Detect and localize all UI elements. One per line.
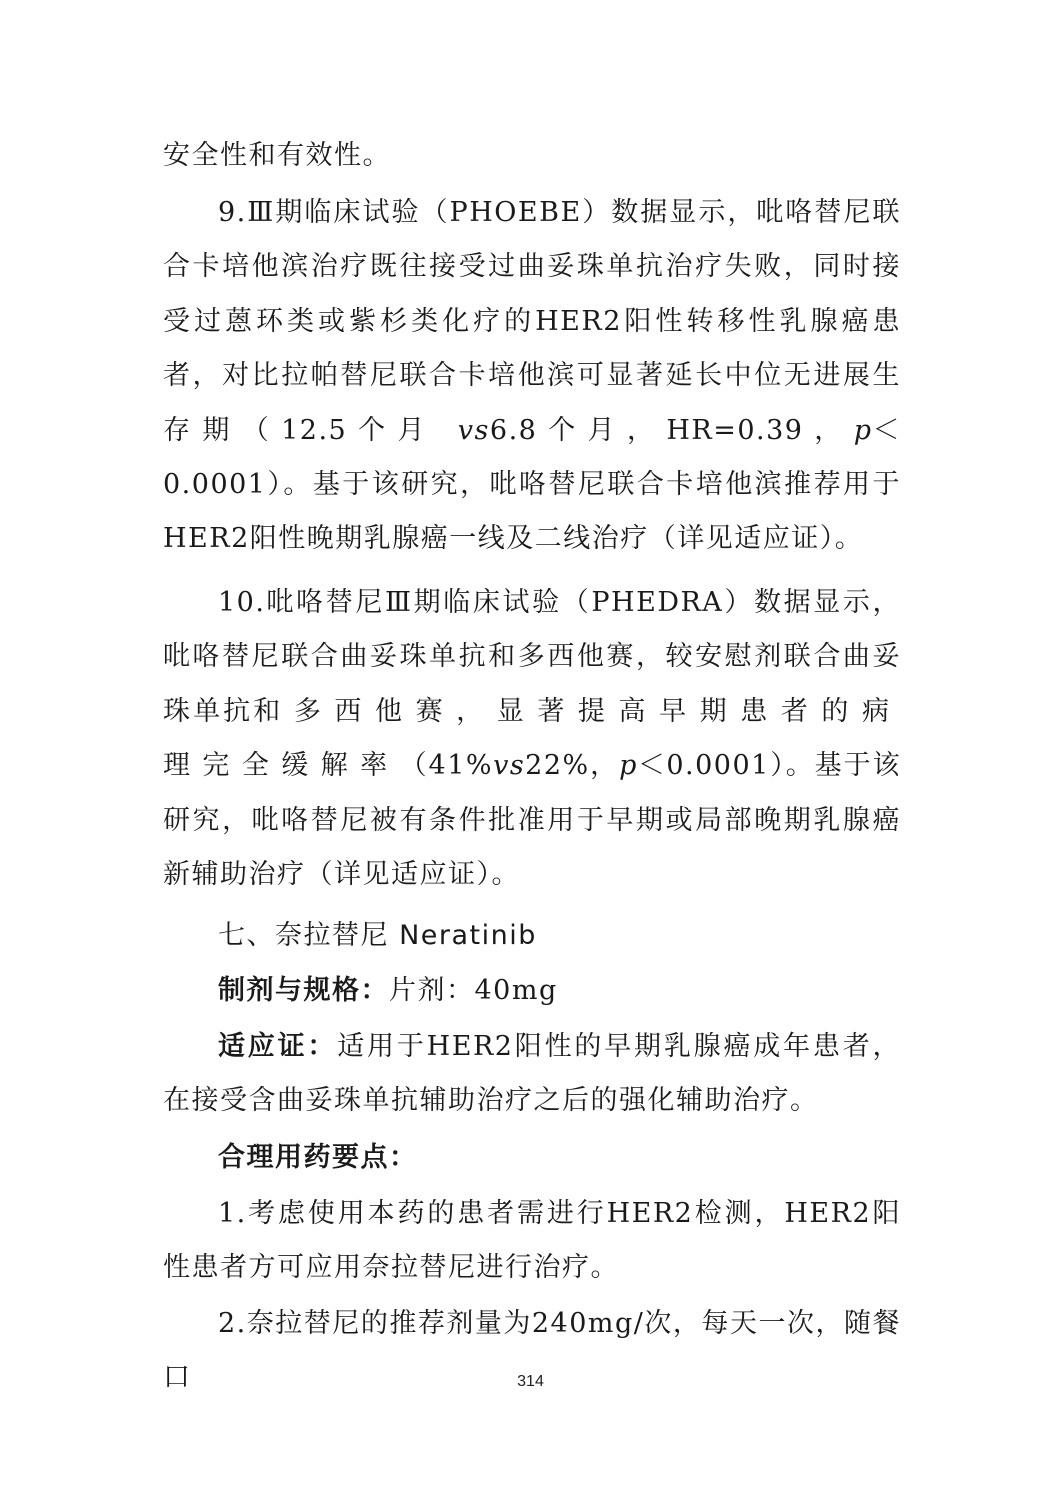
point-1: 1.考虑使用本药的患者需进行HER2检测，HER2阳性患者方可应用奈拉替尼进行治疗。 — [163, 1198, 901, 1284]
formulation-line: 制剂与规格：片剂：40mg — [218, 975, 558, 1006]
indication-label: 适应证： — [218, 1031, 338, 1062]
p-value-italic: p — [853, 414, 873, 446]
indication-paragraph: 适应证：适用于HER2阳性的早期乳腺癌成年患者，在接受含曲妥珠单抗辅助治疗之后的强化辅助治疗。 — [163, 1031, 901, 1117]
paragraph-phoebe-trial: 9.Ⅲ期临床试验（PHOEBE）数据显示，吡咯替尼联合卡培他滨治疗既往接受过曲妥珠单抗治疗失败，同时接受过蒽环类或紫杉类化疗的HER2阳性转移性乳腺癌患者，对比拉帕替尼联合卡培他滨可显著延长中位无进展生存期（12.5个月 vs6.8个月，HR=0.39，p＜0.0001）。基于该研究，吡咯替尼联合卡培他滨推荐用于HER2阳性晚期乳腺癌一线及二线治疗（详见适应证）。 — [163, 197, 901, 555]
page-number: 314 — [517, 1373, 544, 1390]
vs-italic: vs — [493, 750, 526, 782]
p-value-italic: p — [619, 750, 638, 782]
point-2: 2.奈拉替尼的推荐剂量为240mg/次，每天一次，随餐口 — [163, 1308, 901, 1394]
key-points-label: 合理用药要点： — [218, 1142, 418, 1173]
vs-italic: vs — [457, 414, 490, 446]
paragraph-phedra-trial: 10.吡咯替尼Ⅲ期临床试验（PHEDRA）数据显示，吡咯替尼联合曲妥珠单抗和多西他赛，较安慰剂联合曲妥珠单抗和多西他赛，显著提高早期患者的病理完全缓解率（41%vs22%，p＜0.0001）。基于该研究，吡咯替尼被有条件批准用于早期或局部晚期乳腺癌新辅助治疗（详见适应证）。 — [163, 587, 902, 891]
section-heading: 七、奈拉替尼 Neratinib — [218, 920, 537, 951]
paragraph-safety: 安全性和有效性。 — [163, 140, 391, 171]
formulation-label: 制剂与规格： — [218, 975, 389, 1006]
